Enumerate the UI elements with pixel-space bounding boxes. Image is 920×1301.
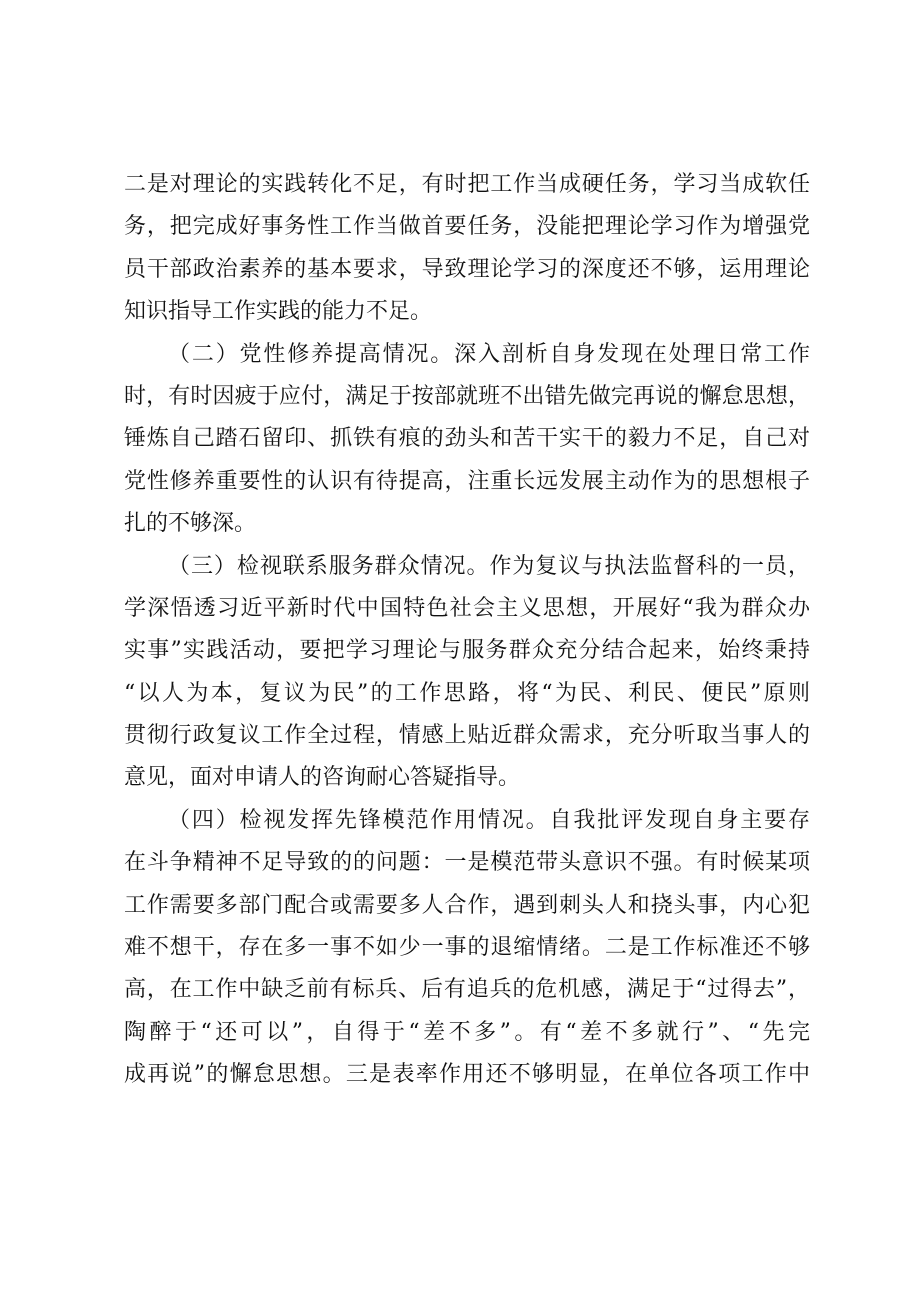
text-line: 锤炼自己踏石留印、抓铁有痕的劲头和苦干实干的毅力不足，自己对: [124, 426, 810, 452]
text-line-indented: （三）检视联系服务群众情况。作为复议与执法监督科的一员，: [168, 553, 810, 579]
text-line: 贯彻行政复议工作全过程，情感上贴近群众需求，充分听取当事人的: [124, 723, 810, 749]
text-line: 时，有时因疲于应付，满足于按部就班不出错先做完再说的懈怠思想，: [124, 383, 810, 409]
text-line: 实事”实践活动，要把学习理论与服务群众充分结合起来，始终秉持: [124, 638, 810, 664]
text-line: 难不想干，存在多一事不如少一事的退缩情绪。二是工作标准还不够: [124, 935, 810, 961]
text-line: 二是对理论的实践转化不足，有时把工作当成硬任务，学习当成软任: [124, 172, 810, 197]
text-line: 高，在工作中缺乏前有标兵、后有追兵的危机感，满足于“过得去”，: [124, 977, 810, 1003]
text-line-indented: （二）党性修养提高情况。深入剖析自身发现在处理日常工作: [168, 341, 810, 367]
text-line: 扎的不够深。: [124, 511, 257, 537]
paragraph-vanguard-role: [124, 800, 810, 1097]
text-line: 学深悟透习近平新时代中国特色社会主义思想，开展好“我为群众办: [124, 595, 810, 621]
paragraph-serving-masses: [124, 546, 810, 800]
text-line: 成再说”的懈怠思想。三是表率作用还不够明显，在单位各项工作中: [124, 1062, 810, 1088]
text-line: 意见，面对申请人的咨询耐心答疑指导。: [124, 765, 521, 791]
paragraph-party-spirit: [124, 334, 810, 546]
text-line: 陶醉于“还可以”，自得于“差不多”。有“差不多就行”、“先完: [124, 1019, 810, 1045]
paragraph-theory-practice: [124, 164, 810, 334]
text-line-indented: （四）检视发挥先锋模范作用情况。自我批评发现自身主要存: [168, 807, 810, 833]
text-line: 党性修养重要性的认识有待提高，注重长远发展主动作为的思想根子: [124, 468, 810, 494]
text-line: “以人为本，复议为民”的工作思路，将“为民、利民、便民”原则: [124, 680, 810, 706]
document-body: [124, 164, 810, 1097]
text-line: 知识指导工作实践的能力不足。: [124, 299, 433, 325]
text-line: 务，把完成好事务性工作当做首要任务，没能把理论学习作为增强党: [124, 214, 810, 240]
text-line: 在斗争精神不足导致的的问题：一是模范带头意识不强。有时候某项: [124, 850, 810, 876]
text-line: 员干部政治素养的基本要求，导致理论学习的深度还不够，运用理论: [124, 256, 810, 282]
text-line: 工作需要多部门配合或需要多人合作，遇到刺头人和挠头事，内心犯: [124, 892, 810, 918]
